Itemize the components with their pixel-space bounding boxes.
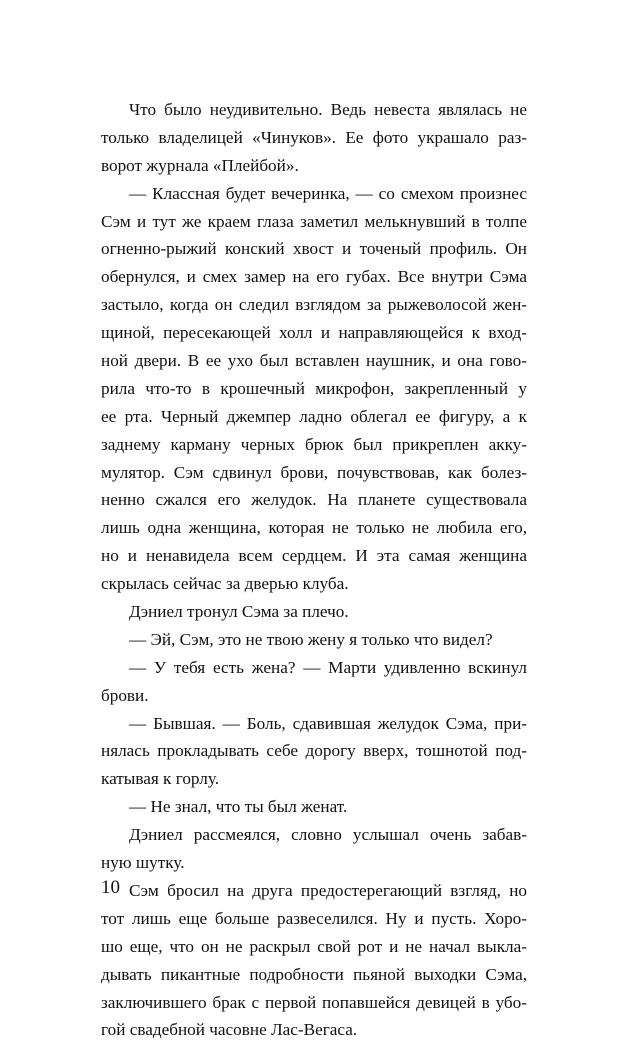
text-line: — Бывшая. — Боль, сдавившая желудок Сэма, при- (129, 713, 527, 733)
text-line: Сэм бросил на друга предостерегающий взгляд, но (129, 880, 527, 900)
text-line: ную шутку. (101, 853, 185, 873)
text-line: Сэм и тут же краем глаза заметил мелькнувший в толпе (101, 211, 527, 231)
text-line: нялась прокладывать себе дорогу вверх, тошнотой под- (101, 741, 527, 761)
text-line: — У тебя есть жена? — Марти удивленно вскинул (129, 657, 527, 677)
text-line: — Эй, Сэм, это не твою жену я только что видел? (129, 629, 493, 649)
text-line: лишь одна женщина, которая не только не любила его, (101, 518, 527, 538)
text-line: Дэниел рассмеялся, словно услышал очень забав- (129, 825, 527, 845)
text-line: ненно сжался его желудок. На планете существовала (101, 490, 527, 510)
text-line: дывать пикантные подробности пьяной выходки Сэма, (101, 964, 527, 984)
text-line: скрылась сейчас за дверью клуба. (101, 574, 349, 594)
text-line: щиной, пересекающей холл и направляющейся к вход- (101, 323, 527, 343)
text-line: гой свадебной часовне Лас-Вегаса. (101, 1020, 358, 1040)
text-line: но и ненавидела всем сердцем. И эта самая женщина (101, 546, 527, 566)
book-page-body (101, 96, 527, 1044)
text-line: — Классная будет вечеринка, — со смехом произнес (129, 183, 527, 203)
text-line: ее рта. Черный джемпер ладно облегал ее фигуру, а к (101, 406, 527, 426)
text-line: ной двери. В ее ухо был вставлен наушник, и она гово- (101, 351, 527, 371)
text-line: заключившего брак с первой попавшейся девицей в убо- (101, 992, 527, 1012)
text-line: огненно-рыжий конский хвост и точеный профиль. Он (101, 239, 527, 259)
text-line: брови. (101, 685, 149, 705)
text-line: Дэниел тронул Сэма за плечо. (129, 602, 349, 622)
text-line: катывая к горлу. (101, 769, 220, 789)
text-line: обернулся, и смех замер на его губах. Все внутри Сэма (101, 267, 527, 287)
text-line: мулятор. Сэм сдвинул брови, почувствовав, как болез- (101, 462, 527, 482)
page-number: 10 (101, 877, 120, 898)
text-line: шо еще, что он не раскрыл свой рот и не начал выкла- (101, 936, 527, 956)
text-line: заднему карману черных брюк был прикреплен акку- (101, 434, 527, 454)
text-line: тот лишь еще больше развеселился. Ну и пусть. Хоро- (101, 908, 527, 928)
text-line: ворот журнала «Плейбой». (101, 155, 299, 175)
text-line: рила что-то в крошечный микрофон, закрепленный у (101, 378, 527, 398)
text-line: Что было неудивительно. Ведь невеста являлась не (129, 100, 527, 119)
text-line: застыло, когда он следил взглядом за рыжеволосой жен- (101, 295, 527, 315)
text-line: — Не знал, что ты был женат. (129, 797, 348, 817)
text-line: только владелицей «Чинуков». Ее фото украшало раз- (101, 127, 527, 147)
